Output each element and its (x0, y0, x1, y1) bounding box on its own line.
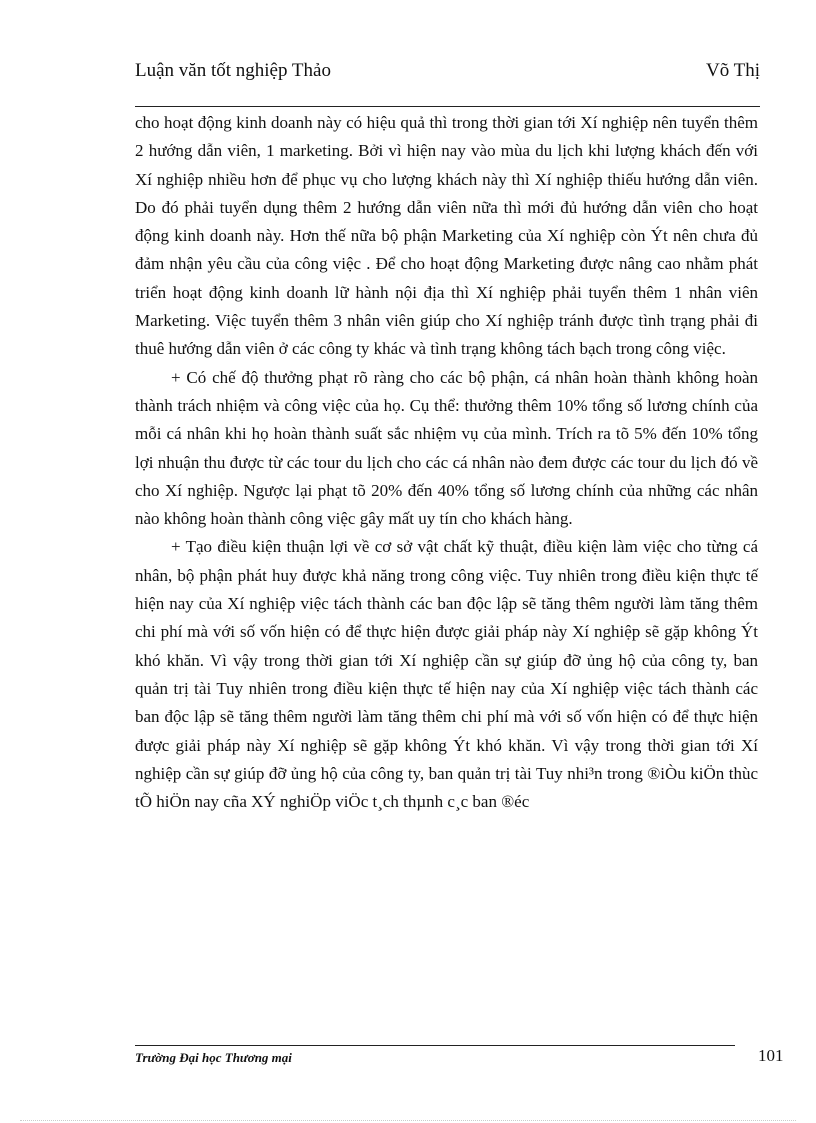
header-divider (135, 106, 760, 107)
page-number: 101 (758, 1046, 784, 1065)
header-author: Võ Thị (705, 60, 760, 81)
header-title: Luận văn tốt nghiệp Thảo (135, 60, 331, 81)
paragraph-2: + Có chế độ thưởng phạt rõ ràng cho các bộ phận, cá nhân hoàn thành không hoàn thành trách nhiệm và công việc của họ. Cụ thể: thưởng thêm 10% tổng số lương chính của mỗi cá nhân khi họ hoàn thành suất sắc nhiệm vụ của mình. Trích ra tõ 5% đến 10% tổng lợi nhuận thu được từ các tour du lịch cho các cá nhân nào đem được các tour du lịch đó về cho Xí nghiệp. Ngược lại phạt tõ 20% đến 40% tổng số lương chính của những các nhân nào không hoàn thành công việc gây mất uy tín cho khách hàng. (135, 367, 758, 529)
footer-divider (135, 1045, 735, 1046)
document-body (135, 109, 758, 816)
page-bottom-edge (20, 1120, 796, 1121)
paragraph-1: cho hoạt động kinh doanh này có hiệu quả thì trong thời gian tới Xí nghiệp nên tuyển thêm 2 hướng dẫn viên, 1 marketing. Bởi vì hiện nay vào mùa du lịch khi lượng khách đến với Xí nghiệp nhiều hơn để phục vụ cho lượng khách này thì Xí nghiệp thiếu hướng dẫn viên. Do đó phải tuyển dụng thêm 2 hướng dẫn viên nữa thì mới đủ hướng dẫn viên cho hoạt động kinh doanh này. Hơn thế nữa bộ phận Marketing của Xí nghiệp còn Ýt nên chưa đủ đảm nhận yêu cầu của công việc . Để cho hoạt động Marketing được nâng cao nhằm phát triển hoạt động kinh doanh lữ hành nội địa thì Xí nghiệp phải tuyển thêm 1 nhân viên Marketing. Việc tuyển thêm 3 nhân viên giúp cho Xí nghiệp tránh được tình trạng phải đi thuê hướng dẫn viên ở các công ty khác và tình trạng không tách bạch trong công việc. (135, 113, 758, 359)
footer-school-name: Trường Đại học Thương mại (135, 1050, 292, 1065)
paragraph-3: + Tạo điều kiện thuận lợi về cơ sở vật chất kỹ thuật, điều kiện làm việc cho từng cá nhân, bộ phận phát huy được khả năng trong công việc. Tuy nhiên trong điều kiện thực tế hiện nay của Xí nghiệp việc tách thành các ban độc lập sẽ tăng thêm người làm tăng thêm chi phí mà với số vốn hiện có để thực hiện được giải pháp này Xí nghiệp sẽ gặp không Ýt khó khăn. Vì vậy trong thời gian tới Xí nghiệp cần sự giúp đỡ ủng hộ của công ty, ban quản trị tài Tuy nhiên trong điều kiện thực tế hiện nay của Xí nghiệp việc tách thành các ban độc lập sẽ tăng thêm người làm tăng thêm chi phí mà với số vốn hiện có để thực hiện được giải pháp này Xí nghiệp sẽ gặp không Ýt khó khăn. Vì vậy trong thời gian tới Xí nghiệp cần sự giúp đỡ ủng hộ của công ty, ban quản trị tài Tuy nhi³n trong ®iÒu kiÖn thùc tÕ hiÖn nay cña XÝ nghiÖp viÖc t¸ch thµnh c¸c ban ®éc (135, 537, 758, 812)
